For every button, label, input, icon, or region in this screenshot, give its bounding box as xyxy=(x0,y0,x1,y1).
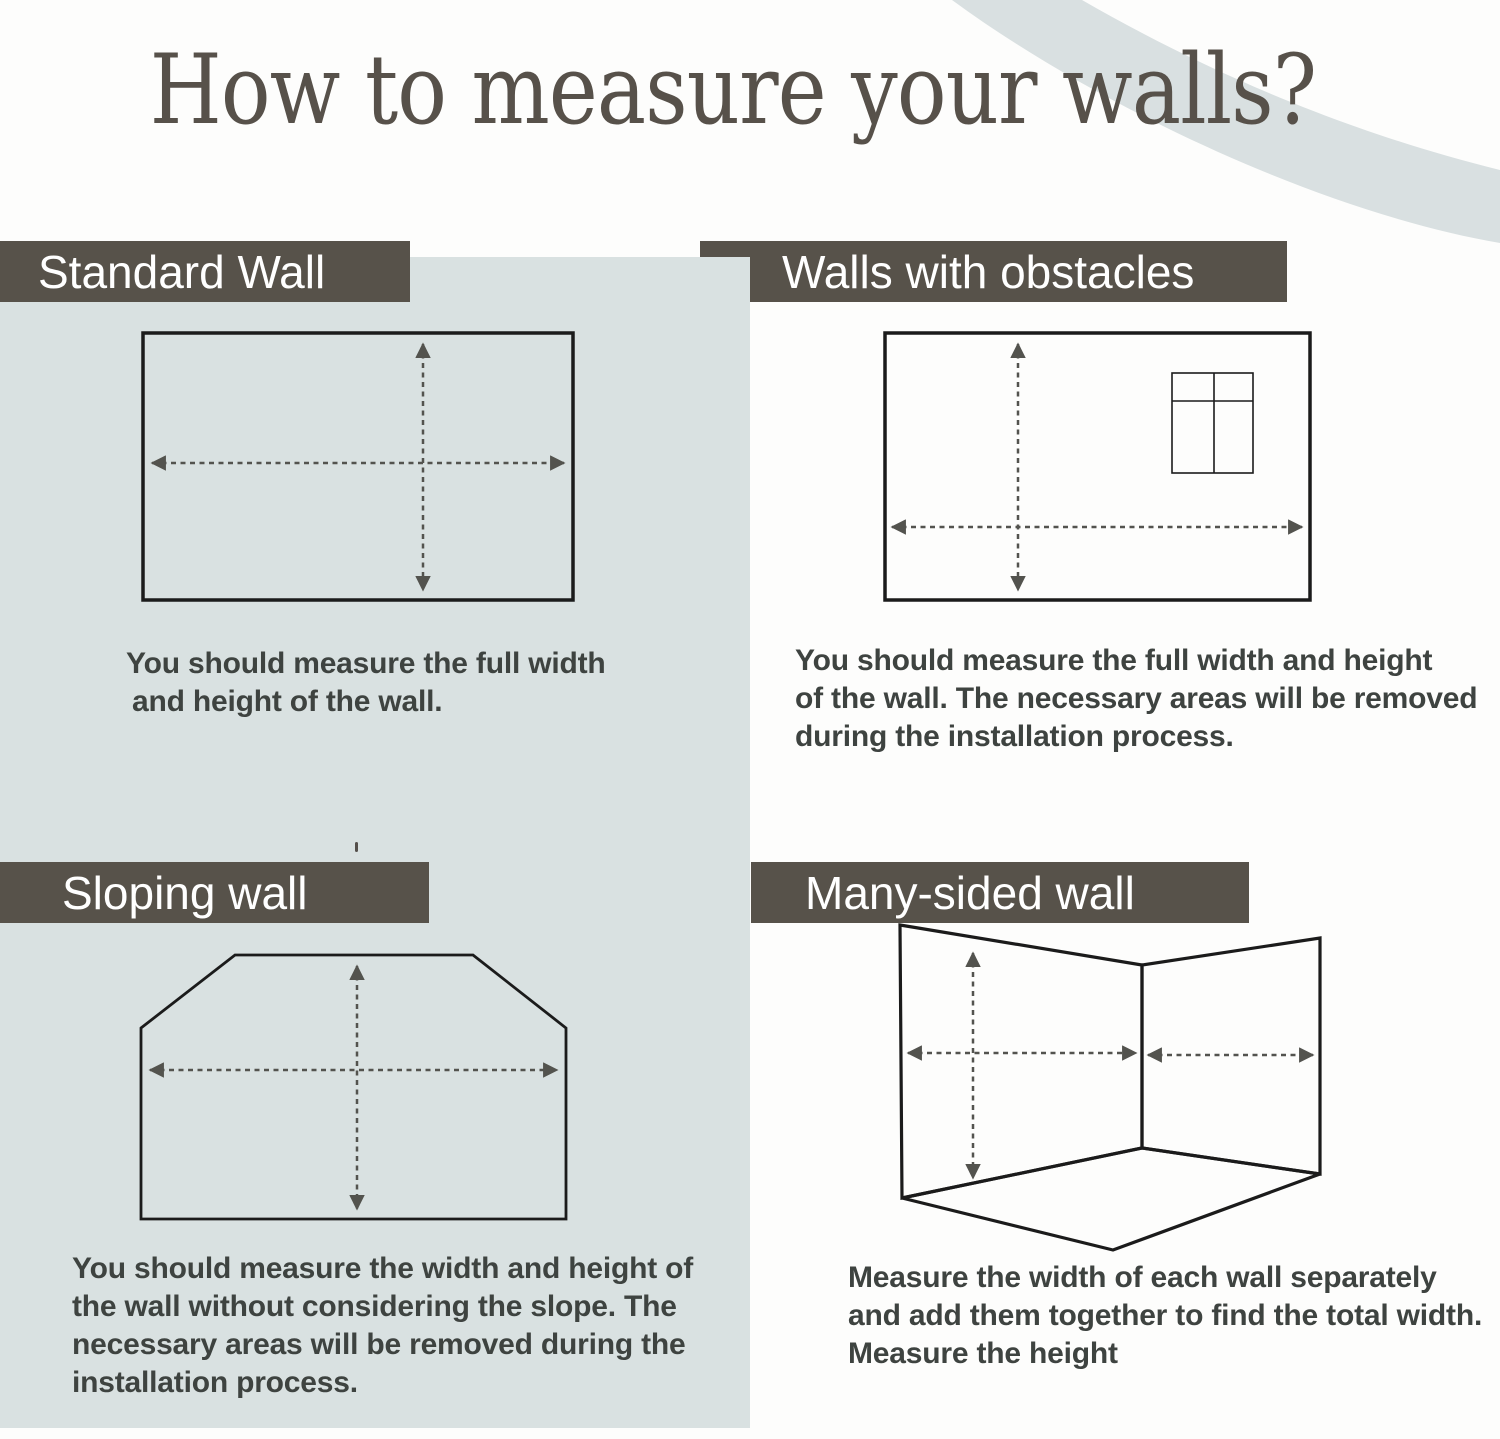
section-header-sloping-wall xyxy=(0,862,429,923)
left-wall xyxy=(900,925,1142,1198)
description-line: of the wall. The necessary areas will be removed xyxy=(795,682,1478,715)
section-header-label: Many-sided wall xyxy=(805,866,1135,919)
description-line: You should measure the full width and height xyxy=(795,644,1433,677)
obstacles-wall-diagram xyxy=(885,333,1310,600)
section-header-label: Sloping wall xyxy=(62,866,308,919)
section-header-walls-with-obstacles xyxy=(700,241,1287,302)
section-header-label: Standard Wall xyxy=(38,245,326,298)
standard-wall-description xyxy=(126,645,606,721)
many-sided-wall-description xyxy=(848,1259,1482,1373)
sloping-wall-description xyxy=(72,1250,693,1402)
description-line: the wall without considering the slope. The xyxy=(72,1290,677,1323)
description-line: and height of the wall. xyxy=(132,685,443,718)
page-title: How to measure your walls? xyxy=(149,34,1317,146)
description-line: during the installation process. xyxy=(795,720,1234,753)
description-line: necessary areas will be removed during the xyxy=(72,1328,686,1361)
description-line: Measure the width of each wall separately xyxy=(848,1261,1437,1294)
floor xyxy=(902,1148,1320,1250)
many-sided-wall-diagram xyxy=(900,925,1320,1250)
right-wall xyxy=(1142,938,1320,1174)
section-header-standard-wall xyxy=(0,241,410,302)
window-obstacle xyxy=(1172,373,1253,473)
description-line: installation process. xyxy=(72,1366,358,1399)
obstacles-wall-description xyxy=(795,642,1477,756)
description-line: You should measure the width and height of xyxy=(72,1252,694,1285)
description-line: You should measure the full width xyxy=(126,647,606,680)
stray-mark xyxy=(355,842,358,852)
description-line: Measure the height xyxy=(848,1337,1118,1370)
description-line: and add them together to find the total width. xyxy=(848,1299,1483,1332)
section-header-many-sided-wall xyxy=(751,862,1249,923)
section-header-label: Walls with obstacles xyxy=(782,245,1195,298)
